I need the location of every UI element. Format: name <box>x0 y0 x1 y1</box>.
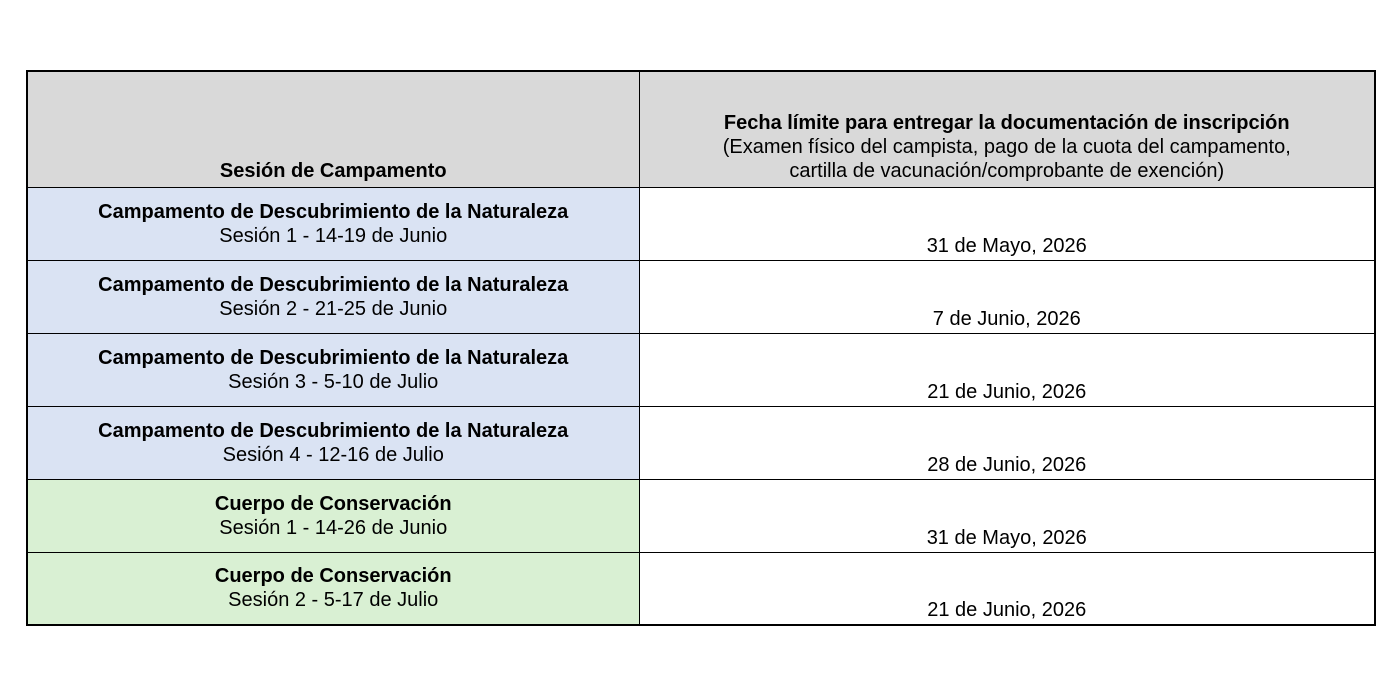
table-row <box>27 406 1375 479</box>
table-row <box>27 552 1375 625</box>
deadline-cell: 7 de Junio, 2026 <box>639 260 1375 333</box>
session-cell <box>27 260 639 333</box>
table-row <box>27 260 1375 333</box>
table-row <box>27 333 1375 406</box>
session-detail: Sesión 1 - 14-19 de Junio <box>219 224 448 247</box>
program-name: Cuerpo de Conservación <box>214 565 452 588</box>
program-name: Campamento de Descubrimiento de la Naturaleza <box>98 273 569 296</box>
session-cell <box>27 187 639 260</box>
table-row <box>27 479 1375 552</box>
session-detail: Sesión 2 - 5-17 de Julio <box>228 589 439 612</box>
header-deadline-note-1: (Examen físico del campista, pago de la cuota del campamento, <box>722 135 1291 158</box>
session-cell <box>27 333 639 406</box>
program-name: Campamento de Descubrimiento de la Naturaleza <box>98 200 569 223</box>
table-header-row <box>27 71 1375 187</box>
deadline-cell: 28 de Junio, 2026 <box>639 406 1375 479</box>
header-session-label: Sesión de Campamento <box>219 159 447 182</box>
session-detail: Sesión 3 - 5-10 de Julio <box>228 370 439 393</box>
camp-deadline-table <box>26 70 1376 626</box>
header-deadline <box>639 71 1375 187</box>
program-name: Campamento de Descubrimiento de la Naturaleza <box>98 346 569 369</box>
session-detail: Sesión 4 - 12-16 de Julio <box>222 443 444 466</box>
deadline-cell: 21 de Junio, 2026 <box>639 552 1375 625</box>
session-detail: Sesión 1 - 14-26 de Junio <box>219 516 448 539</box>
program-name: Campamento de Descubrimiento de la Naturaleza <box>98 419 569 442</box>
deadline-cell: 31 de Mayo, 2026 <box>639 479 1375 552</box>
program-name: Cuerpo de Conservación <box>214 492 452 515</box>
session-cell <box>27 552 639 625</box>
header-deadline-title: Fecha límite para entregar la documentación de inscripción <box>723 111 1290 134</box>
session-cell <box>27 479 639 552</box>
table-row <box>27 187 1375 260</box>
deadline-cell: 31 de Mayo, 2026 <box>639 187 1375 260</box>
session-cell <box>27 406 639 479</box>
header-session <box>27 71 639 187</box>
session-detail: Sesión 2 - 21-25 de Junio <box>219 297 448 320</box>
header-deadline-note-2: cartilla de vacunación/comprobante de exención) <box>789 159 1225 182</box>
deadline-cell: 21 de Junio, 2026 <box>639 333 1375 406</box>
